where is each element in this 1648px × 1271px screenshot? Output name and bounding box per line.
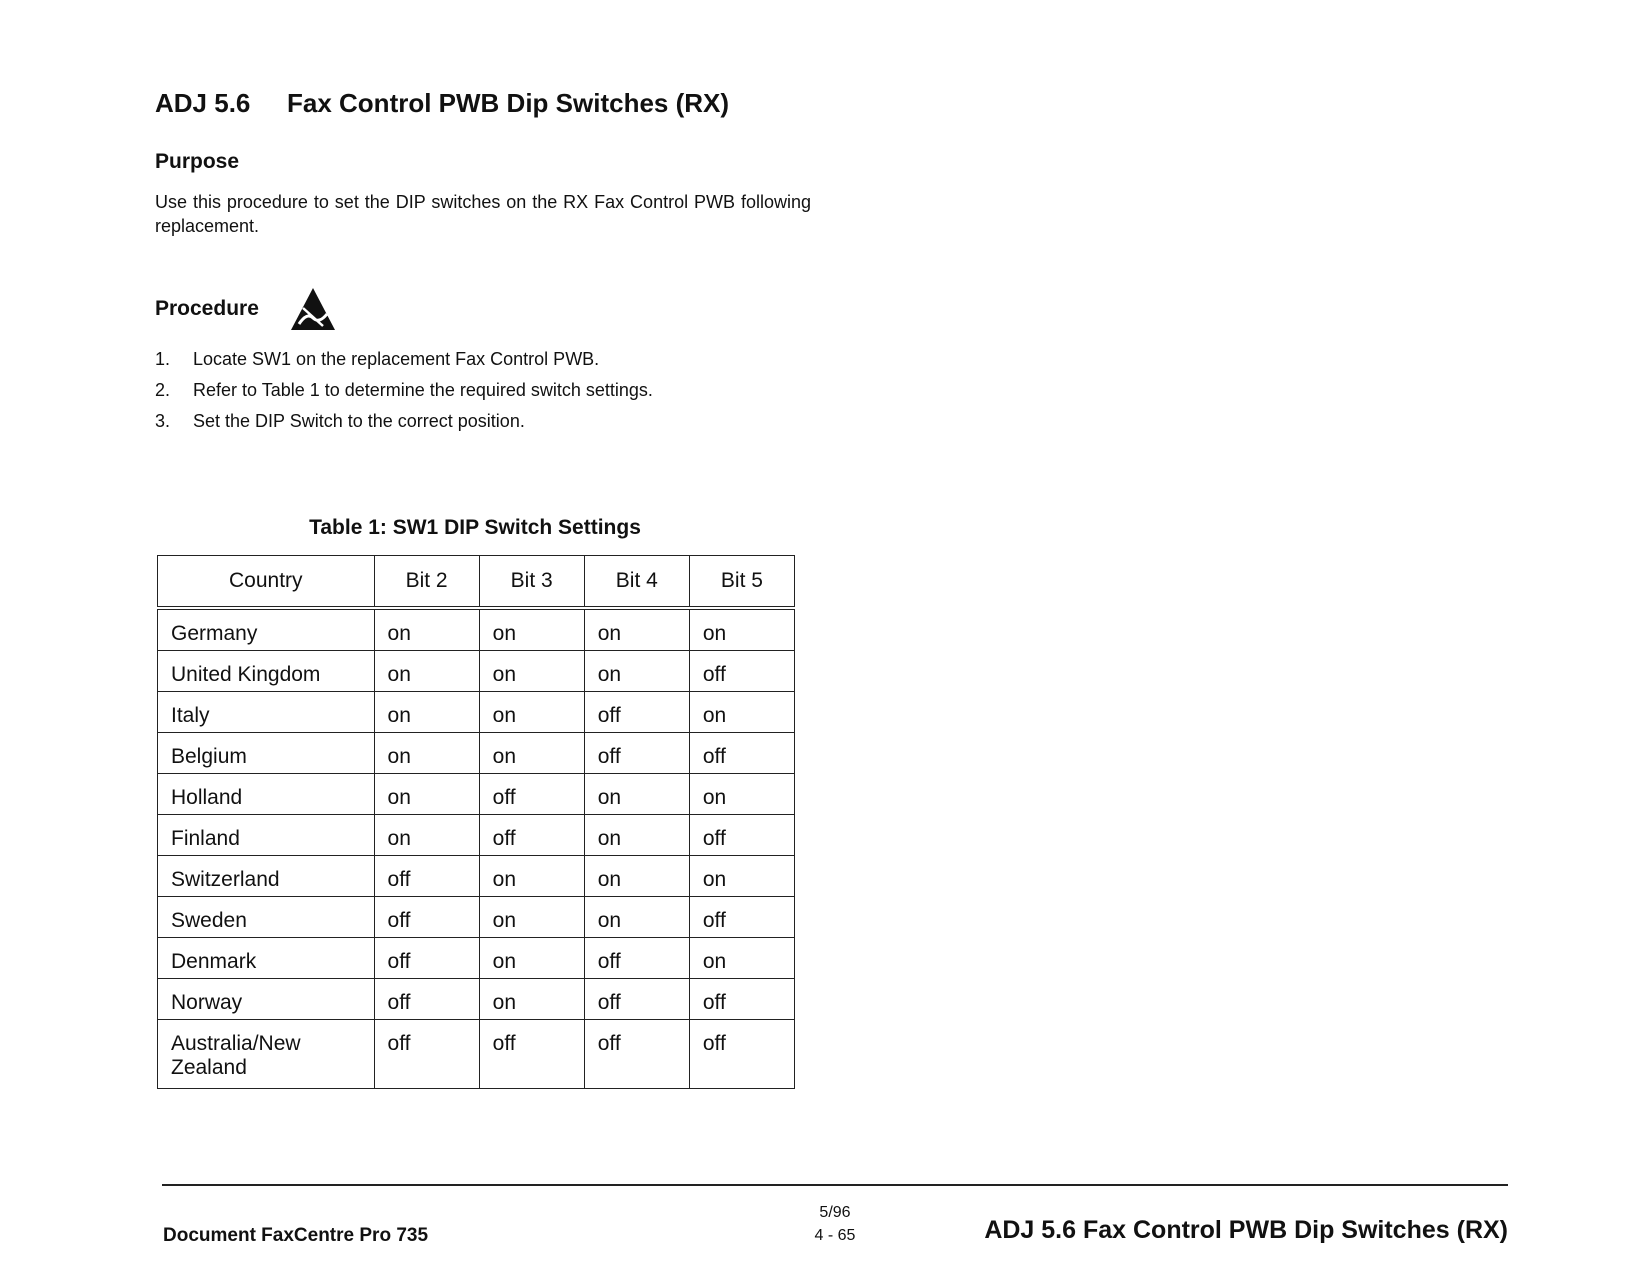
bit-cell: off (479, 1020, 584, 1089)
list-item: 2. Refer to Table 1 to determine the required switch settings. (155, 380, 653, 400)
table-row (158, 856, 795, 897)
bit-cell: off (689, 979, 794, 1020)
table-row (158, 651, 795, 692)
bit-cell: off (584, 733, 689, 774)
procedure-header (155, 286, 337, 332)
section-title: Fax Control PWB Dip Switches (RX) (287, 88, 730, 118)
bit-cell: on (584, 815, 689, 856)
bit-cell: off (374, 1020, 479, 1089)
footer-section-title: ADJ 5.6 Fax Control PWB Dip Switches (RX) (984, 1216, 1508, 1244)
bit-cell: off (584, 938, 689, 979)
column-header-bit2: Bit 2 (374, 556, 479, 609)
bit-cell: off (689, 815, 794, 856)
country-cell: United Kingdom (158, 651, 375, 692)
bit-cell: on (584, 897, 689, 938)
country-cell: Norway (158, 979, 375, 1020)
country-cell: Australia/New Zealand (158, 1020, 375, 1089)
bit-cell: on (479, 651, 584, 692)
column-header-bit3: Bit 3 (479, 556, 584, 609)
bit-cell: off (689, 733, 794, 774)
footer-rule (162, 1184, 1508, 1186)
list-item: 3. Set the DIP Switch to the correct position. (155, 411, 525, 431)
column-header-country: Country (158, 556, 375, 609)
bit-cell: on (374, 692, 479, 733)
bit-cell: off (689, 897, 794, 938)
table-row (158, 608, 795, 651)
country-cell: Holland (158, 774, 375, 815)
bit-cell: on (584, 856, 689, 897)
purpose-text: Use this procedure to set the DIP switches on the RX Fax Control PWB following replacement. (155, 192, 811, 236)
table-caption: Table 1: SW1 DIP Switch Settings (309, 516, 641, 539)
country-cell: Sweden (158, 897, 375, 938)
bit-cell: off (374, 897, 479, 938)
bit-cell: on (479, 938, 584, 979)
table-row (158, 1020, 795, 1089)
bit-cell: on (584, 608, 689, 651)
bit-cell: on (374, 815, 479, 856)
table-row (158, 774, 795, 815)
bit-cell: on (584, 774, 689, 815)
table-row (158, 979, 795, 1020)
bit-cell: off (584, 692, 689, 733)
country-cell: Finland (158, 815, 375, 856)
country-cell: Switzerland (158, 856, 375, 897)
bit-cell: on (689, 608, 794, 651)
bit-cell: on (374, 733, 479, 774)
list-item: 1. Locate SW1 on the replacement Fax Control PWB. (155, 349, 600, 369)
bit-cell: on (479, 608, 584, 651)
bit-cell: on (374, 608, 479, 651)
procedure-steps (155, 348, 653, 441)
procedure-heading: Procedure (155, 297, 259, 320)
footer-document-name: Document FaxCentre Pro 735 (163, 1225, 429, 1246)
table-row (158, 733, 795, 774)
footer-date: 5/96 (819, 1204, 851, 1221)
bit-cell: off (479, 774, 584, 815)
bit-cell: off (689, 651, 794, 692)
bit-cell: on (689, 856, 794, 897)
bit-cell: on (374, 651, 479, 692)
bit-cell: off (374, 938, 479, 979)
country-cell: Belgium (158, 733, 375, 774)
bit-cell: off (374, 856, 479, 897)
section-number: ADJ 5.6 (155, 88, 251, 118)
bit-cell: on (689, 938, 794, 979)
country-cell: Italy (158, 692, 375, 733)
column-header-bit5: Bit 5 (689, 556, 794, 609)
table-row (158, 815, 795, 856)
column-header-bit4: Bit 4 (584, 556, 689, 609)
bit-cell: on (689, 692, 794, 733)
bit-cell: on (479, 979, 584, 1020)
bit-cell: on (479, 692, 584, 733)
country-cell: Denmark (158, 938, 375, 979)
table-row (158, 692, 795, 733)
table-row (158, 938, 795, 979)
table-row (158, 897, 795, 938)
bit-cell: off (479, 815, 584, 856)
purpose-heading: Purpose (155, 150, 240, 173)
bit-cell: off (584, 979, 689, 1020)
bit-cell: on (584, 651, 689, 692)
table-header-row (158, 556, 795, 609)
bit-cell: off (689, 1020, 794, 1089)
footer-page-info (790, 1201, 880, 1247)
footer-page-number: 4 - 65 (814, 1227, 856, 1244)
esd-warning-icon (289, 286, 337, 332)
bit-cell: on (374, 774, 479, 815)
bit-cell: on (479, 733, 584, 774)
bit-cell: on (479, 897, 584, 938)
bit-cell: off (584, 1020, 689, 1089)
bit-cell: on (689, 774, 794, 815)
bit-cell: on (479, 856, 584, 897)
country-cell: Germany (158, 608, 375, 651)
page-title (155, 88, 729, 119)
dip-switch-table (157, 555, 795, 1089)
bit-cell: off (374, 979, 479, 1020)
